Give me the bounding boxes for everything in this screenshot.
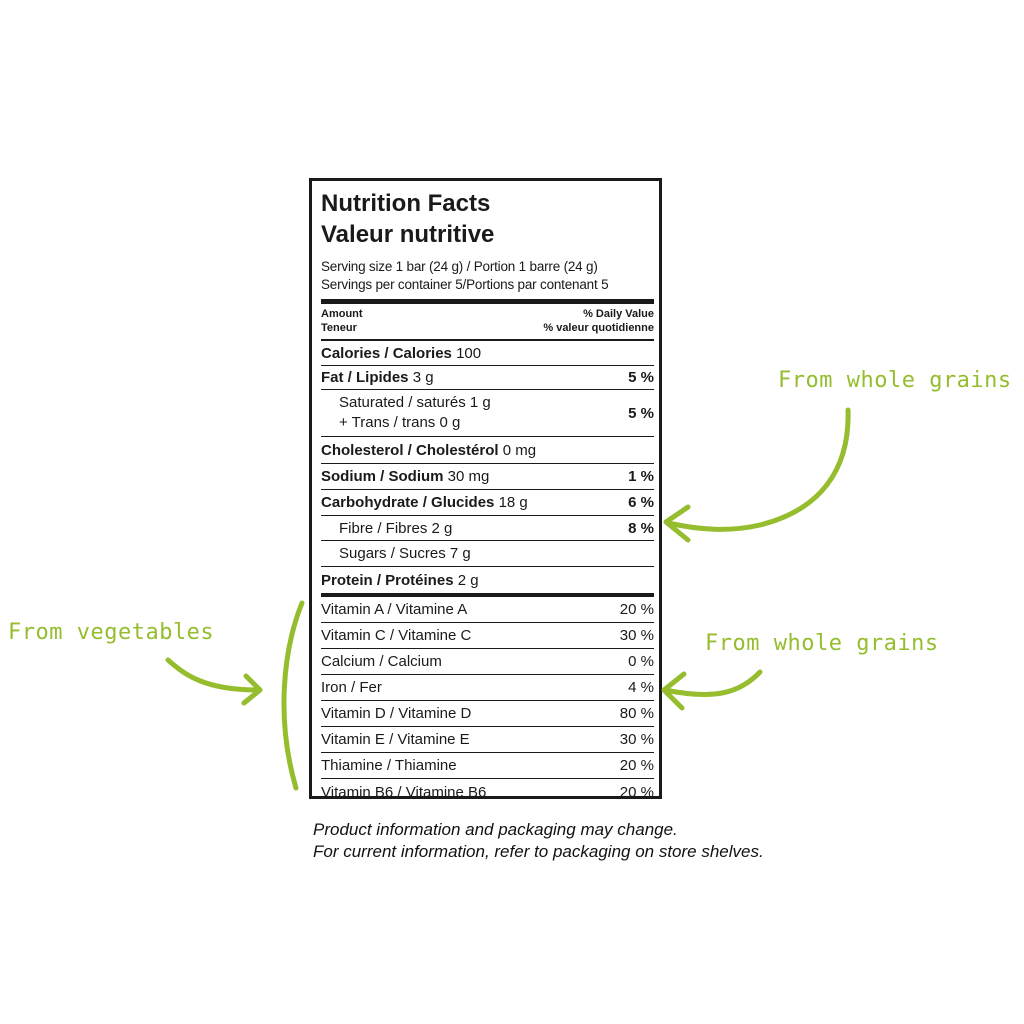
teneur-label: Teneur	[321, 322, 357, 334]
fat-pct: 5 %	[628, 369, 654, 386]
label-title-en: Nutrition Facts	[321, 190, 491, 217]
fat-label: Fat / Lipides	[321, 369, 409, 386]
serving-size: Serving size 1 bar (24 g) / Portion 1 barre (24 g)	[321, 259, 598, 274]
vitamin-label: Iron / Fer	[321, 679, 382, 696]
vitamin-pct: 20 %	[619, 783, 654, 801]
fat-value: 3 g	[412, 369, 434, 386]
saturated-pct: 5 %	[628, 404, 654, 422]
vitamin-pct: 30 %	[619, 731, 654, 748]
vitamin-pct: 4 %	[628, 679, 654, 696]
vitamin-label: Vitamin B6 / Vitamine B6	[321, 783, 487, 801]
annotation-vegetables: From vegetables	[8, 620, 215, 645]
arrow-top-right-icon	[668, 410, 848, 529]
disclaimer-line-2: For current information, refer to packaging on store shelves.	[313, 842, 764, 861]
calories-value: 100	[456, 344, 482, 362]
vitamin-pct: 20 %	[619, 757, 654, 774]
daily-value-label: % Daily Value	[583, 308, 654, 320]
saturated-label: Saturated / saturés 1 g	[339, 394, 491, 411]
trans-label: + Trans / trans 0 g	[339, 414, 461, 431]
fibre-pct: 8 %	[628, 519, 654, 537]
sodium-value: 30 mg	[447, 468, 490, 485]
vitamin-label: Vitamin A / Vitamine A	[321, 601, 468, 618]
sugars-label: Sugars / Sucres 7 g	[339, 545, 471, 562]
vitamin-label: Vitamin D / Vitamine D	[321, 705, 472, 722]
vitamin-label: Vitamin C / Vitamine C	[321, 627, 472, 644]
vitamin-label: Calcium / Calcium	[321, 653, 442, 670]
calories-label: Calories / Calories	[321, 344, 452, 362]
cholesterol-label: Cholesterol / Cholestérol	[321, 441, 499, 459]
bracket-left-icon	[284, 603, 302, 788]
servings-per-container: Servings per container 5/Portions par contenant 5	[321, 277, 609, 292]
label-title-fr: Valeur nutritive	[321, 221, 495, 248]
valeur-quotidienne-label: % valeur quotidienne	[543, 322, 654, 334]
disclaimer-line-1: Product information and packaging may change.	[313, 820, 678, 839]
annotation-whole-grains-bottom: From whole grains	[705, 631, 939, 656]
sodium-pct: 1 %	[628, 468, 654, 485]
vitamin-label: Thiamine / Thiamine	[321, 757, 457, 774]
vitamin-label: Vitamin E / Vitamine E	[321, 731, 470, 748]
cholesterol-value: 0 mg	[502, 441, 537, 459]
carbohydrate-value: 18 g	[498, 494, 528, 511]
carbohydrate-label: Carbohydrate / Glucides	[321, 494, 495, 511]
protein-value: 2 g	[457, 571, 479, 589]
vitamin-pct: 30 %	[619, 627, 654, 644]
vitamin-pct: 0 %	[628, 653, 654, 670]
annotation-whole-grains-top: From whole grains	[778, 368, 1012, 393]
vitamin-pct: 80 %	[619, 705, 654, 722]
fibre-label: Fibre / Fibres 2 g	[339, 519, 453, 537]
protein-label: Protein / Protéines	[321, 571, 454, 589]
amount-label: Amount	[321, 308, 363, 320]
carbohydrate-pct: 6 %	[628, 494, 654, 511]
vitamin-pct: 20 %	[619, 601, 654, 618]
sodium-label: Sodium / Sodium	[321, 468, 444, 485]
